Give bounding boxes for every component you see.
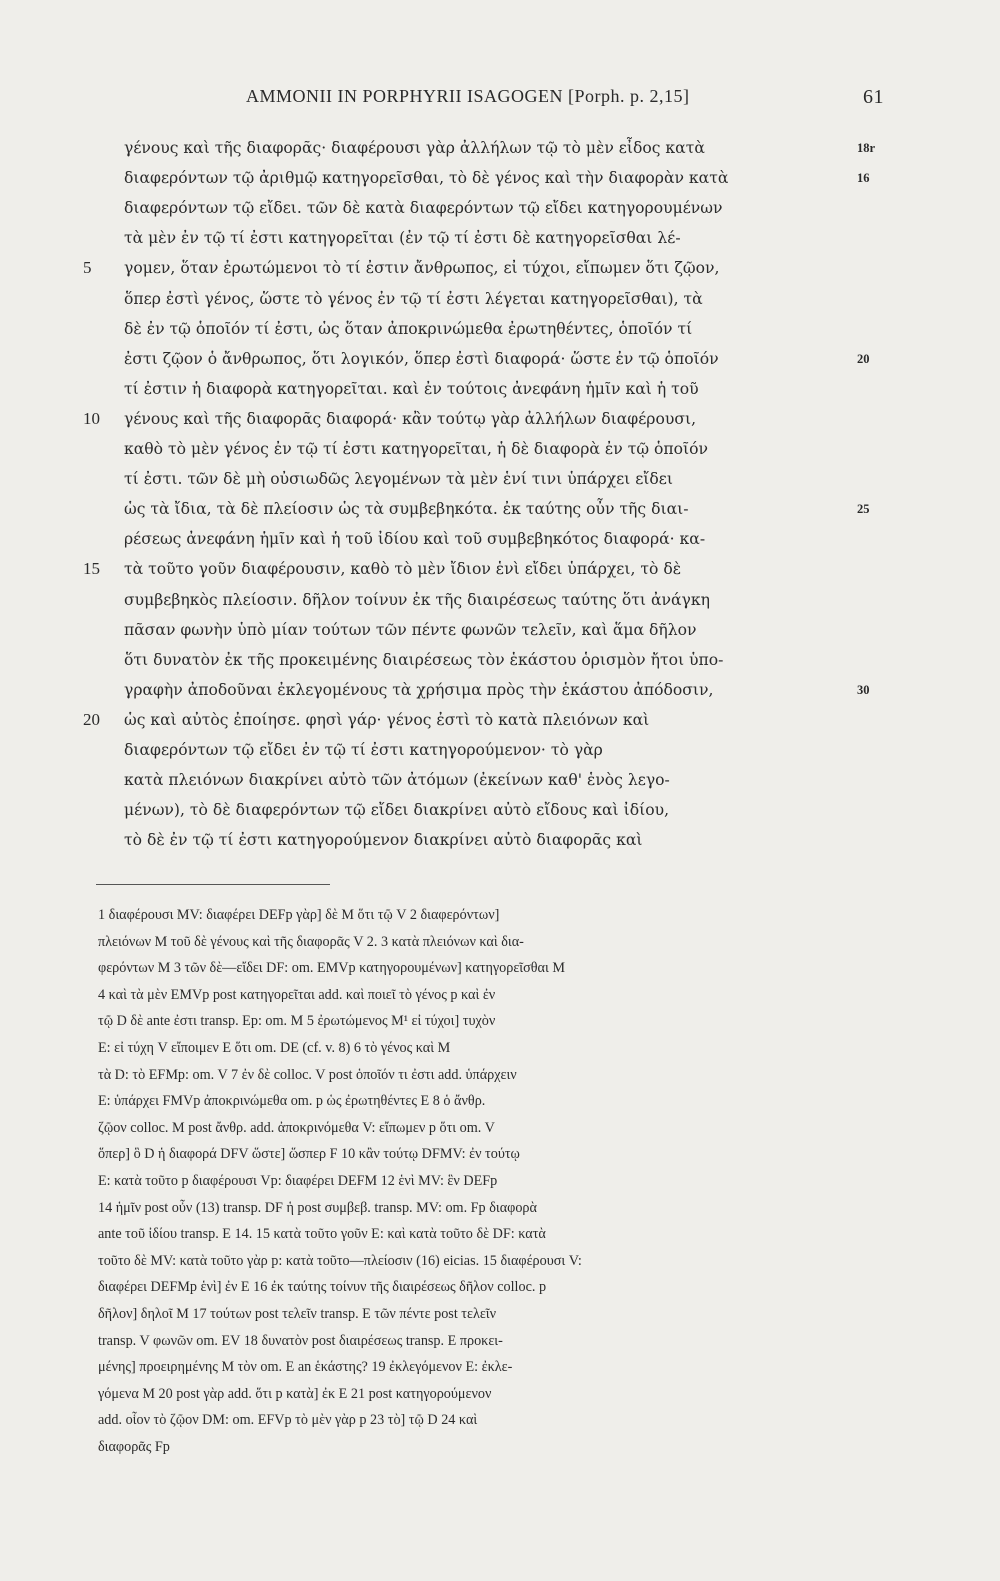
text-line: μένων), τὸ δὲ διαφερόντων τῷ εἴδει διακρίνει αὐτὸ εἴδους καὶ ἰδίου, — [124, 801, 670, 820]
text-line: συμβεβηκὸς πλείοσιν. δῆλον τοίνυν ἐκ τῆς διαιρέσεως ταύτης ὅτι ἀνάγκη — [124, 590, 710, 609]
text-line: ὡς καὶ αὐτὸς ἐποίησε. φησὶ γάρ· γένος ἐστὶ τὸ κατὰ πλειόνων καὶ — [124, 710, 650, 729]
apparatus-line: γόμενα M 20 post γὰρ add. ὅτι p κατὰ] ἐκ E 21 post κατηγορούμενον — [98, 1385, 492, 1402]
text-line: ὅτι δυνατὸν ἐκ τῆς προκειμένης διαιρέσεως τὸν ἑκάστου ὁρισμὸν ἤτοι ὑπο- — [124, 650, 724, 669]
line-number: 20 — [83, 709, 100, 729]
text-line: πᾶσαν φωνὴν ὑπὸ μίαν τούτων τῶν πέντε φωνῶν τελεῖν, καὶ ἅμα δῆλον — [124, 620, 697, 639]
text-line: ὅπερ ἐστὶ γένος, ὥστε τὸ γένος ἐν τῷ τί ἐστι λέγεται κατηγορεῖσθαι), τὰ — [124, 289, 703, 308]
text-line: γένους καὶ τῆς διαφορᾶς διαφορά· κἂν τούτῳ γὰρ ἀλλήλων διαφέρουσι, — [124, 409, 697, 428]
apparatus-line: διαφορᾶς Fp — [98, 1439, 170, 1455]
apparatus-line: transp. V φωνῶν om. EV 18 δυνατὸν post διαιρέσεως transp. E προκει- — [98, 1332, 503, 1349]
apparatus-line: 1 διαφέρουσι MV: διαφέρει DEFp γὰρ] δὲ M ὅτι τῷ V 2 διαφερόντων] — [98, 907, 500, 923]
text-line: ὡς τὰ ἴδια, τὰ δὲ πλείοσιν ὡς τὰ συμβεβηκότα. ἐκ ταύτης οὖν τῆς διαι- — [124, 500, 689, 519]
text-line: διαφερόντων τῷ εἴδει ἐν τῷ τί ἐστι κατηγορούμενον· τὸ γὰρ — [124, 741, 603, 759]
apparatus-line: 4 καὶ τὰ μὲν EMVp post κατηγορεῖται add. καὶ ποιεῖ τὸ γένος p καὶ ἐν — [98, 986, 496, 1003]
apparatus-line: E: ὑπάρχει FMVp ἀποκρινώμεθα om. p ὡς ἐρωτηθέντες E 8 ὁ ἄνθρ. — [98, 1093, 486, 1110]
apparatus-line: ζῷον colloc. M post ἄνθρ. add. ἀποκρινόμεθα V: εἴπωμεν p ὅτι om. V — [98, 1119, 495, 1136]
line-number: 15 — [83, 559, 100, 579]
apparatus-line: ὅπερ] ὃ D ἡ διαφορά DFV ὥστε] ὥσπερ F 10 κἂν τούτῳ DFMV: ἐν τούτῳ — [98, 1146, 520, 1163]
line-number: 10 — [83, 408, 100, 428]
margin-reference: 25 — [857, 502, 870, 517]
apparatus-line: E: κατὰ τοῦτο p διαφέρουσι Vp: διαφέρει DEFM 12 ἑνὶ MV: ἓν DEFp — [98, 1173, 498, 1189]
margin-reference: 18r — [857, 141, 876, 155]
footnote-rule — [96, 884, 330, 885]
apparatus-line: E: εἰ τύχη V εἴποιμεν E ὅτι om. DE (cf. v. 8) 6 τὸ γένος καὶ M — [98, 1040, 451, 1056]
text-line: κατὰ πλειόνων διακρίνει αὐτὸ τῶν ἀτόμων (ἐκείνων καθ' ἑνὸς λεγο- — [124, 771, 670, 790]
apparatus-line: τοῦτο δὲ MV: κατὰ τοῦτο γὰρ p: κατὰ τοῦτο—πλείοσιν (16) eicias. 15 διαφέρουσι V: — [98, 1252, 582, 1269]
text-line: τὸ δὲ ἐν τῷ τί ἐστι κατηγορούμενον διακρίνει αὐτὸ διαφορᾶς καὶ — [124, 831, 643, 850]
apparatus-line: ante τοῦ ἰδίου transp. E 14. 15 κατὰ τοῦτο γοῦν E: καὶ κατὰ τοῦτο δὲ DF: κατὰ — [98, 1226, 546, 1243]
apparatus-line: add. οἷον τὸ ζῷον DM: om. EFVp τὸ μὲν γὰρ p 23 τὸ] τῷ D 24 καὶ — [98, 1412, 478, 1429]
text-line: γραφὴν ἀποδοῦναι ἐκλεγομένους τὰ χρήσιμα πρὸς τὴν ἑκάστου ἀπόδοσιν, — [124, 680, 714, 699]
text-line: τί ἐστιν ἡ διαφορὰ κατηγορεῖται. καὶ ἐν τούτοις ἀνεφάνη ἡμῖν καὶ ἡ τοῦ — [124, 379, 699, 398]
running-header — [0, 86, 1000, 110]
text-line: δὲ ἐν τῷ ὁποῖόν τί ἐστι, ὡς ὅταν ἀποκρινώμεθα ἐρωτηθέντες, ὁποῖόν τί — [124, 319, 693, 338]
text-line: ἐστι ζῷον ὁ ἄνθρωπος, ὅτι λογικόν, ὅπερ ἐστὶ διαφορά· ὥστε ἐν τῷ ὁποῖόν — [124, 349, 719, 368]
text-line: γομεν, ὅταν ἐρωτώμενοι τὸ τί ἐστιν ἄνθρωπος, εἰ τύχοι, εἴπωμεν ὅτι ζῷον, — [124, 259, 720, 278]
text-line: τὰ τοῦτο γοῦν διαφέρουσιν, καθὸ τὸ μὲν ἴδιον ἑνὶ εἴδει ὑπάρχει, τὸ δὲ — [124, 560, 682, 579]
line-number: 5 — [83, 258, 92, 278]
text-line: διαφερόντων τῷ εἴδει. τῶν δὲ κατὰ διαφερόντων τῷ εἴδει κατηγορουμένων — [124, 199, 723, 218]
margin-reference: 16 — [857, 171, 870, 186]
text-line: ρέσεως ἀνεφάνη ἡμῖν καὶ ἡ τοῦ ἰδίου καὶ τοῦ συμβεβηκότος διαφορά· κα- — [124, 530, 706, 549]
apparatus-line: 14 ἡμῖν post οὖν (13) transp. DF ἡ post συμβεβ. transp. MV: om. Fp διαφορὰ — [98, 1199, 537, 1216]
page-number: 61 — [863, 86, 884, 108]
apparatus-line: πλειόνων M τοῦ δὲ γένους καὶ τῆς διαφορᾶς V 2. 3 κατὰ πλειόνων καὶ δια- — [98, 933, 524, 950]
text-line: γένους καὶ τῆς διαφορᾶς· διαφέρουσι γὰρ ἀλλήλων τῷ τὸ μὲν εἶδος κατὰ — [124, 139, 705, 157]
apparatus-line: δῆλον] δηλοῖ M 17 τούτων post τελεῖν transp. E τῶν πέντε post τελεῖν — [98, 1306, 497, 1322]
apparatus-line: διαφέρει DEFMp ἑνὶ] ἐν E 16 ἐκ ταύτης τοίνυν τῆς διαιρέσεως δῆλον colloc. p — [98, 1279, 547, 1296]
text-line: τί ἐστι. τῶν δὲ μὴ οὐσιωδῶς λεγομένων τὰ μὲν ἑνί τινι ὑπάρχει εἴδει — [124, 470, 674, 489]
apparatus-line: μένης] προειρημένης M τὸν om. E an ἑκάστης? 19 ἐκλεγόμενον E: ἐκλε- — [98, 1359, 513, 1376]
text-line: διαφερόντων τῷ ἀριθμῷ κατηγορεῖσθαι, τὸ δὲ γένος καὶ τὴν διαφορὰν κατὰ — [124, 169, 729, 188]
apparatus-line: τῷ D δὲ ante ἐστι transp. Ep: om. M 5 ἐρωτώμενος M¹ εἰ τύχοι] τυχὸν — [98, 1013, 496, 1030]
apparatus-line: τὰ D: τὸ EFMp: om. V 7 ἐν δὲ colloc. V post ὁποῖόν τι ἐστι add. ὑπάρχειν — [98, 1066, 517, 1083]
running-title: AMMONII IN PORPHYRII ISAGOGEN [Porph. p. 2,15] — [246, 86, 690, 106]
margin-reference: 30 — [857, 682, 870, 697]
margin-reference: 20 — [857, 351, 870, 366]
text-line: καθὸ τὸ μὲν γένος ἐν τῷ τί ἐστι κατηγορεῖται, ἡ δὲ διαφορὰ ἐν τῷ ὁποῖόν — [124, 440, 709, 458]
text-line: τὰ μὲν ἐν τῷ τί ἐστι κατηγορεῖται (ἐν τῷ τί ἐστι δὲ κατηγορεῖσθαι λέ- — [124, 229, 681, 248]
apparatus-line: φερόντων M 3 τῶν δὲ—εἴδει DF: om. EMVp κατηγορουμένων] κατηγορεῖσθαι M — [98, 960, 565, 977]
